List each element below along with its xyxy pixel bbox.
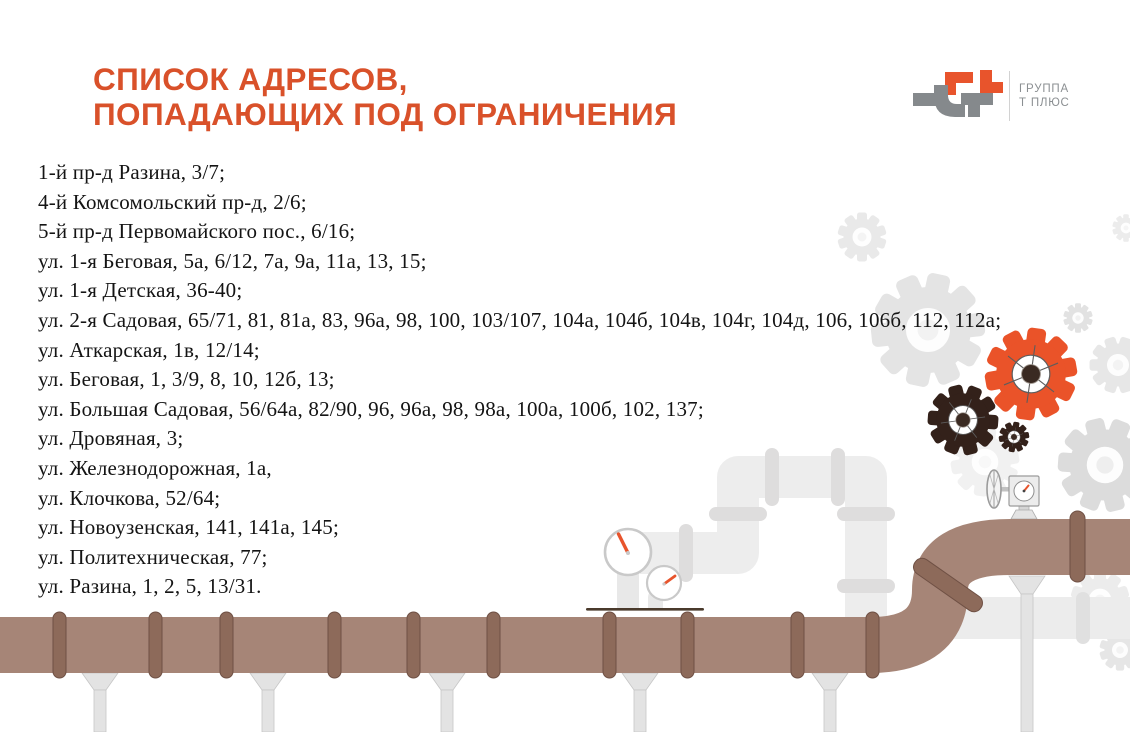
address-line: ул. Клочкова, 52/64; (38, 485, 221, 510)
address-line: ул. Аткарская, 1в, 12/14; (38, 337, 260, 362)
address-line: ул. Дровяная, 3; (38, 426, 184, 451)
address-line: ул. Новоузенская, 141, 141а, 145; (38, 515, 339, 540)
title-line-2: ПОПАДАЮЩИХ ПОД ОГРАНИЧЕНИЯ (93, 96, 678, 132)
address-line: 1-й пр-д Разина, 3/7; (38, 160, 226, 184)
address-line: 5-й пр-д Первомайского пос., 6/16; (38, 219, 356, 244)
address-line: ул. Политехническая, 77; (38, 544, 268, 569)
address-line: ул. 1-я Беговая, 5а, 6/12, 7а, 9а, 11а, 13, 15; (38, 248, 427, 273)
gear-icon (1043, 404, 1130, 527)
ground-line (586, 608, 704, 611)
gear-icon (1082, 329, 1130, 401)
address-line: ул. Беговая, 1, 3/9, 8, 10, 12б, 13; (38, 367, 335, 392)
logo-company-line-1: ГРУППА (1019, 83, 1069, 95)
address-line: 4-й Комсомольский пр-д, 2/6; (38, 189, 307, 214)
logo-divider (1009, 71, 1010, 121)
logo-company-line-2: Т ПЛЮС (1019, 97, 1070, 109)
logo-text (1019, 82, 1070, 110)
address-line: ул. Разина, 1, 2, 5, 13/31. (38, 574, 262, 599)
page-title (93, 62, 677, 132)
address-line: ул. Железнодорожная, 1а, (38, 455, 272, 480)
logo-tplus-icon (903, 60, 1003, 132)
gear-icon (1063, 303, 1093, 332)
title-line-1: СПИСОК АДРЕСОВ, (93, 61, 408, 97)
address-line: ул. Большая Садовая, 56/64а, 82/90, 96, 96а, 98, 98а, 100а, 100б, 102, 137; (38, 396, 704, 421)
logo (903, 60, 1070, 132)
gear-icon (1112, 214, 1130, 241)
address-line: ул. 1-я Детская, 36-40; (38, 278, 243, 303)
address-list (38, 158, 1001, 602)
address-line: ул. 2-я Садовая, 65/71, 81, 81а, 83, 96а, 98, 100, 103/107, 104а, 104б, 104в, 104г, 104д, 106, 106б, 112, 112а; (38, 307, 1002, 332)
